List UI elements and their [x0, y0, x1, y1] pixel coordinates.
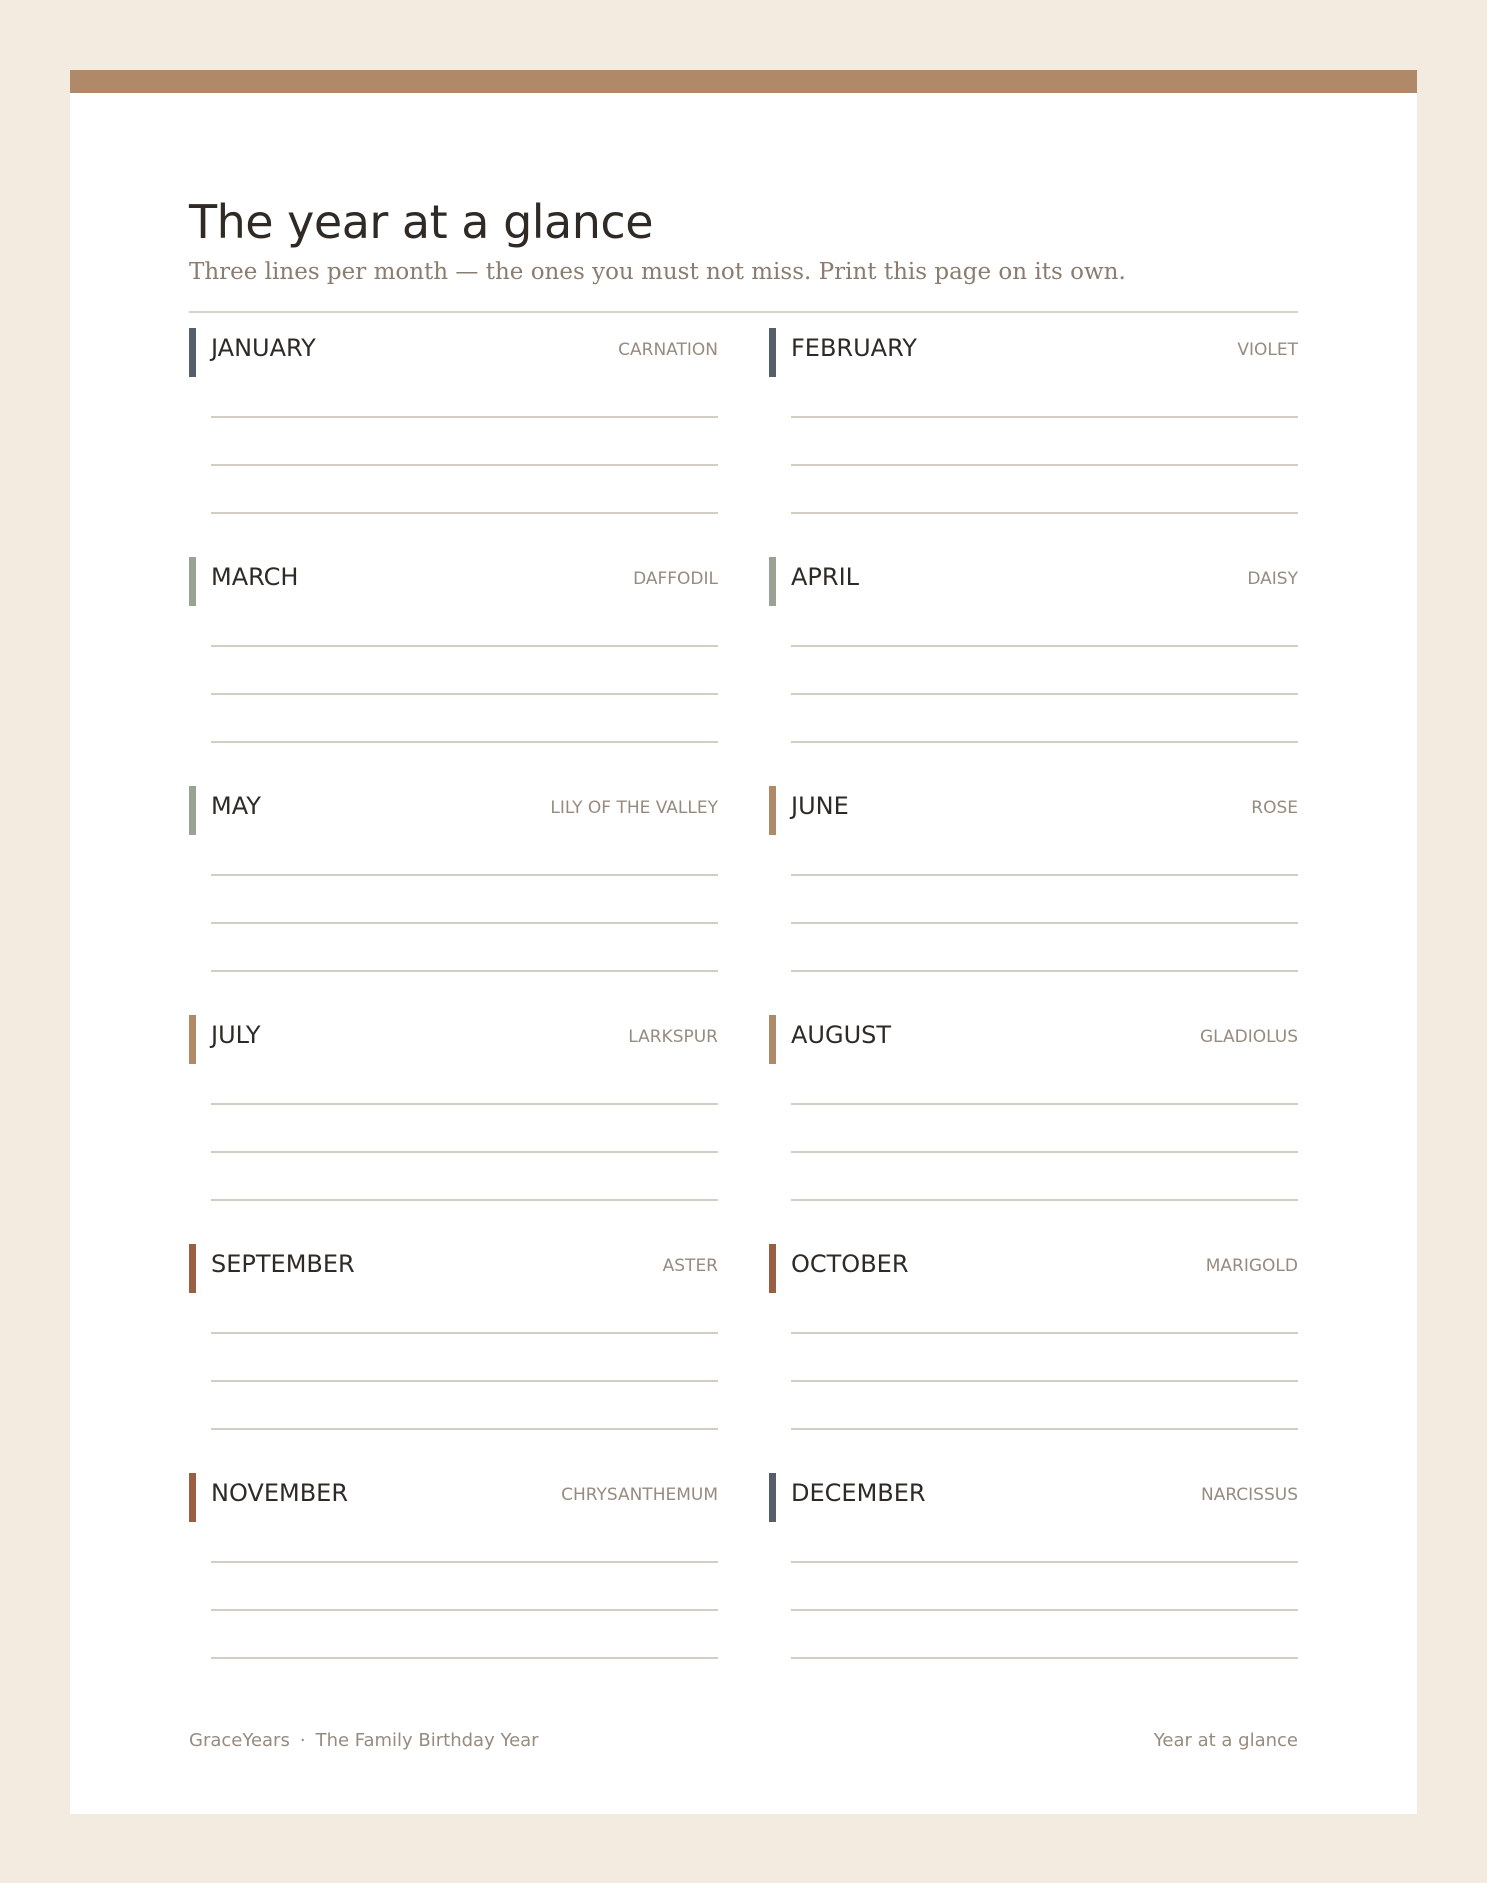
header-divider [189, 311, 1298, 313]
birth-flower: ROSE [1251, 798, 1298, 818]
footer-separator: · [299, 1730, 306, 1751]
birth-flower: GLADIOLUS [1199, 1027, 1298, 1047]
writing-line [791, 1103, 1298, 1105]
birth-flower: MARIGOLD [1205, 1256, 1298, 1276]
writing-line [791, 1151, 1298, 1153]
writing-line [211, 1428, 718, 1430]
writing-line [211, 1380, 718, 1382]
month-color-marker [189, 328, 196, 377]
birth-flower: ASTER [662, 1256, 718, 1276]
writing-line [211, 645, 718, 647]
month-block-may [189, 777, 718, 977]
birth-flower: LARKSPUR [628, 1027, 718, 1047]
month-name: SEPTEMBER [211, 1250, 355, 1278]
month-block-july [189, 1006, 718, 1206]
footer-book-title: The Family Birthday Year [315, 1730, 539, 1751]
writing-line [791, 874, 1298, 876]
month-block-february [769, 319, 1298, 519]
month-name: OCTOBER [791, 1250, 909, 1278]
birth-flower: DAFFODIL [633, 569, 718, 589]
writing-line [211, 1151, 718, 1153]
month-color-marker [769, 1015, 776, 1064]
month-color-marker [769, 328, 776, 377]
month-color-marker [189, 1244, 196, 1293]
month-color-marker [769, 1473, 776, 1522]
month-color-marker [189, 1015, 196, 1064]
writing-line [791, 970, 1298, 972]
month-block-september [189, 1235, 718, 1435]
writing-line [791, 1561, 1298, 1563]
writing-line [211, 874, 718, 876]
page-subtitle: Three lines per month — the ones you must not miss. Print this page on its own. [189, 259, 1126, 285]
writing-line [211, 512, 718, 514]
printable-page [70, 70, 1417, 1814]
month-block-april [769, 548, 1298, 748]
month-color-marker [189, 1473, 196, 1522]
writing-line [791, 922, 1298, 924]
month-color-marker [769, 786, 776, 835]
month-name: DECEMBER [791, 1479, 926, 1507]
month-name: MARCH [211, 563, 299, 591]
birth-flower: NARCISSUS [1200, 1485, 1298, 1505]
writing-line [791, 512, 1298, 514]
writing-line [791, 1199, 1298, 1201]
page-title: The year at a glance [189, 195, 653, 249]
birth-flower: DAISY [1247, 569, 1298, 589]
month-color-marker [189, 557, 196, 606]
writing-line [791, 1657, 1298, 1659]
writing-line [211, 1103, 718, 1105]
birth-flower: CARNATION [618, 340, 718, 360]
writing-line [791, 1380, 1298, 1382]
writing-line [211, 693, 718, 695]
footer-brand: GraceYears [189, 1730, 290, 1751]
writing-line [211, 416, 718, 418]
birth-flower: VIOLET [1237, 340, 1298, 360]
birth-flower: CHRYSANTHEMUM [561, 1485, 718, 1505]
writing-line [791, 416, 1298, 418]
month-color-marker [769, 1244, 776, 1293]
month-block-october [769, 1235, 1298, 1435]
writing-line [791, 693, 1298, 695]
month-color-marker [189, 786, 196, 835]
month-name: JANUARY [211, 334, 316, 362]
writing-line [791, 1428, 1298, 1430]
month-block-december [769, 1464, 1298, 1664]
footer-credit [189, 1729, 539, 1753]
writing-line [211, 922, 718, 924]
month-color-marker [769, 557, 776, 606]
month-block-march [189, 548, 718, 748]
writing-line [791, 741, 1298, 743]
writing-line [211, 1332, 718, 1334]
month-name: NOVEMBER [211, 1479, 349, 1507]
month-name: JULY [211, 1021, 261, 1049]
writing-line [211, 1561, 718, 1563]
month-name: JUNE [791, 792, 849, 820]
month-block-august [769, 1006, 1298, 1206]
top-accent-bar [70, 70, 1417, 93]
writing-line [791, 1609, 1298, 1611]
writing-line [791, 1332, 1298, 1334]
month-name: APRIL [791, 563, 860, 591]
writing-line [211, 1657, 718, 1659]
writing-line [791, 464, 1298, 466]
month-name: AUGUST [791, 1021, 892, 1049]
month-block-january [189, 319, 718, 519]
writing-line [211, 1609, 718, 1611]
month-block-november [189, 1464, 718, 1664]
month-name: FEBRUARY [791, 334, 917, 362]
footer-section-label: Year at a glance [1153, 1730, 1298, 1751]
birth-flower: LILY OF THE VALLEY [550, 798, 718, 818]
month-name: MAY [211, 792, 261, 820]
month-block-june [769, 777, 1298, 977]
writing-line [211, 1199, 718, 1201]
writing-line [211, 464, 718, 466]
writing-line [791, 645, 1298, 647]
writing-line [211, 970, 718, 972]
writing-line [211, 741, 718, 743]
